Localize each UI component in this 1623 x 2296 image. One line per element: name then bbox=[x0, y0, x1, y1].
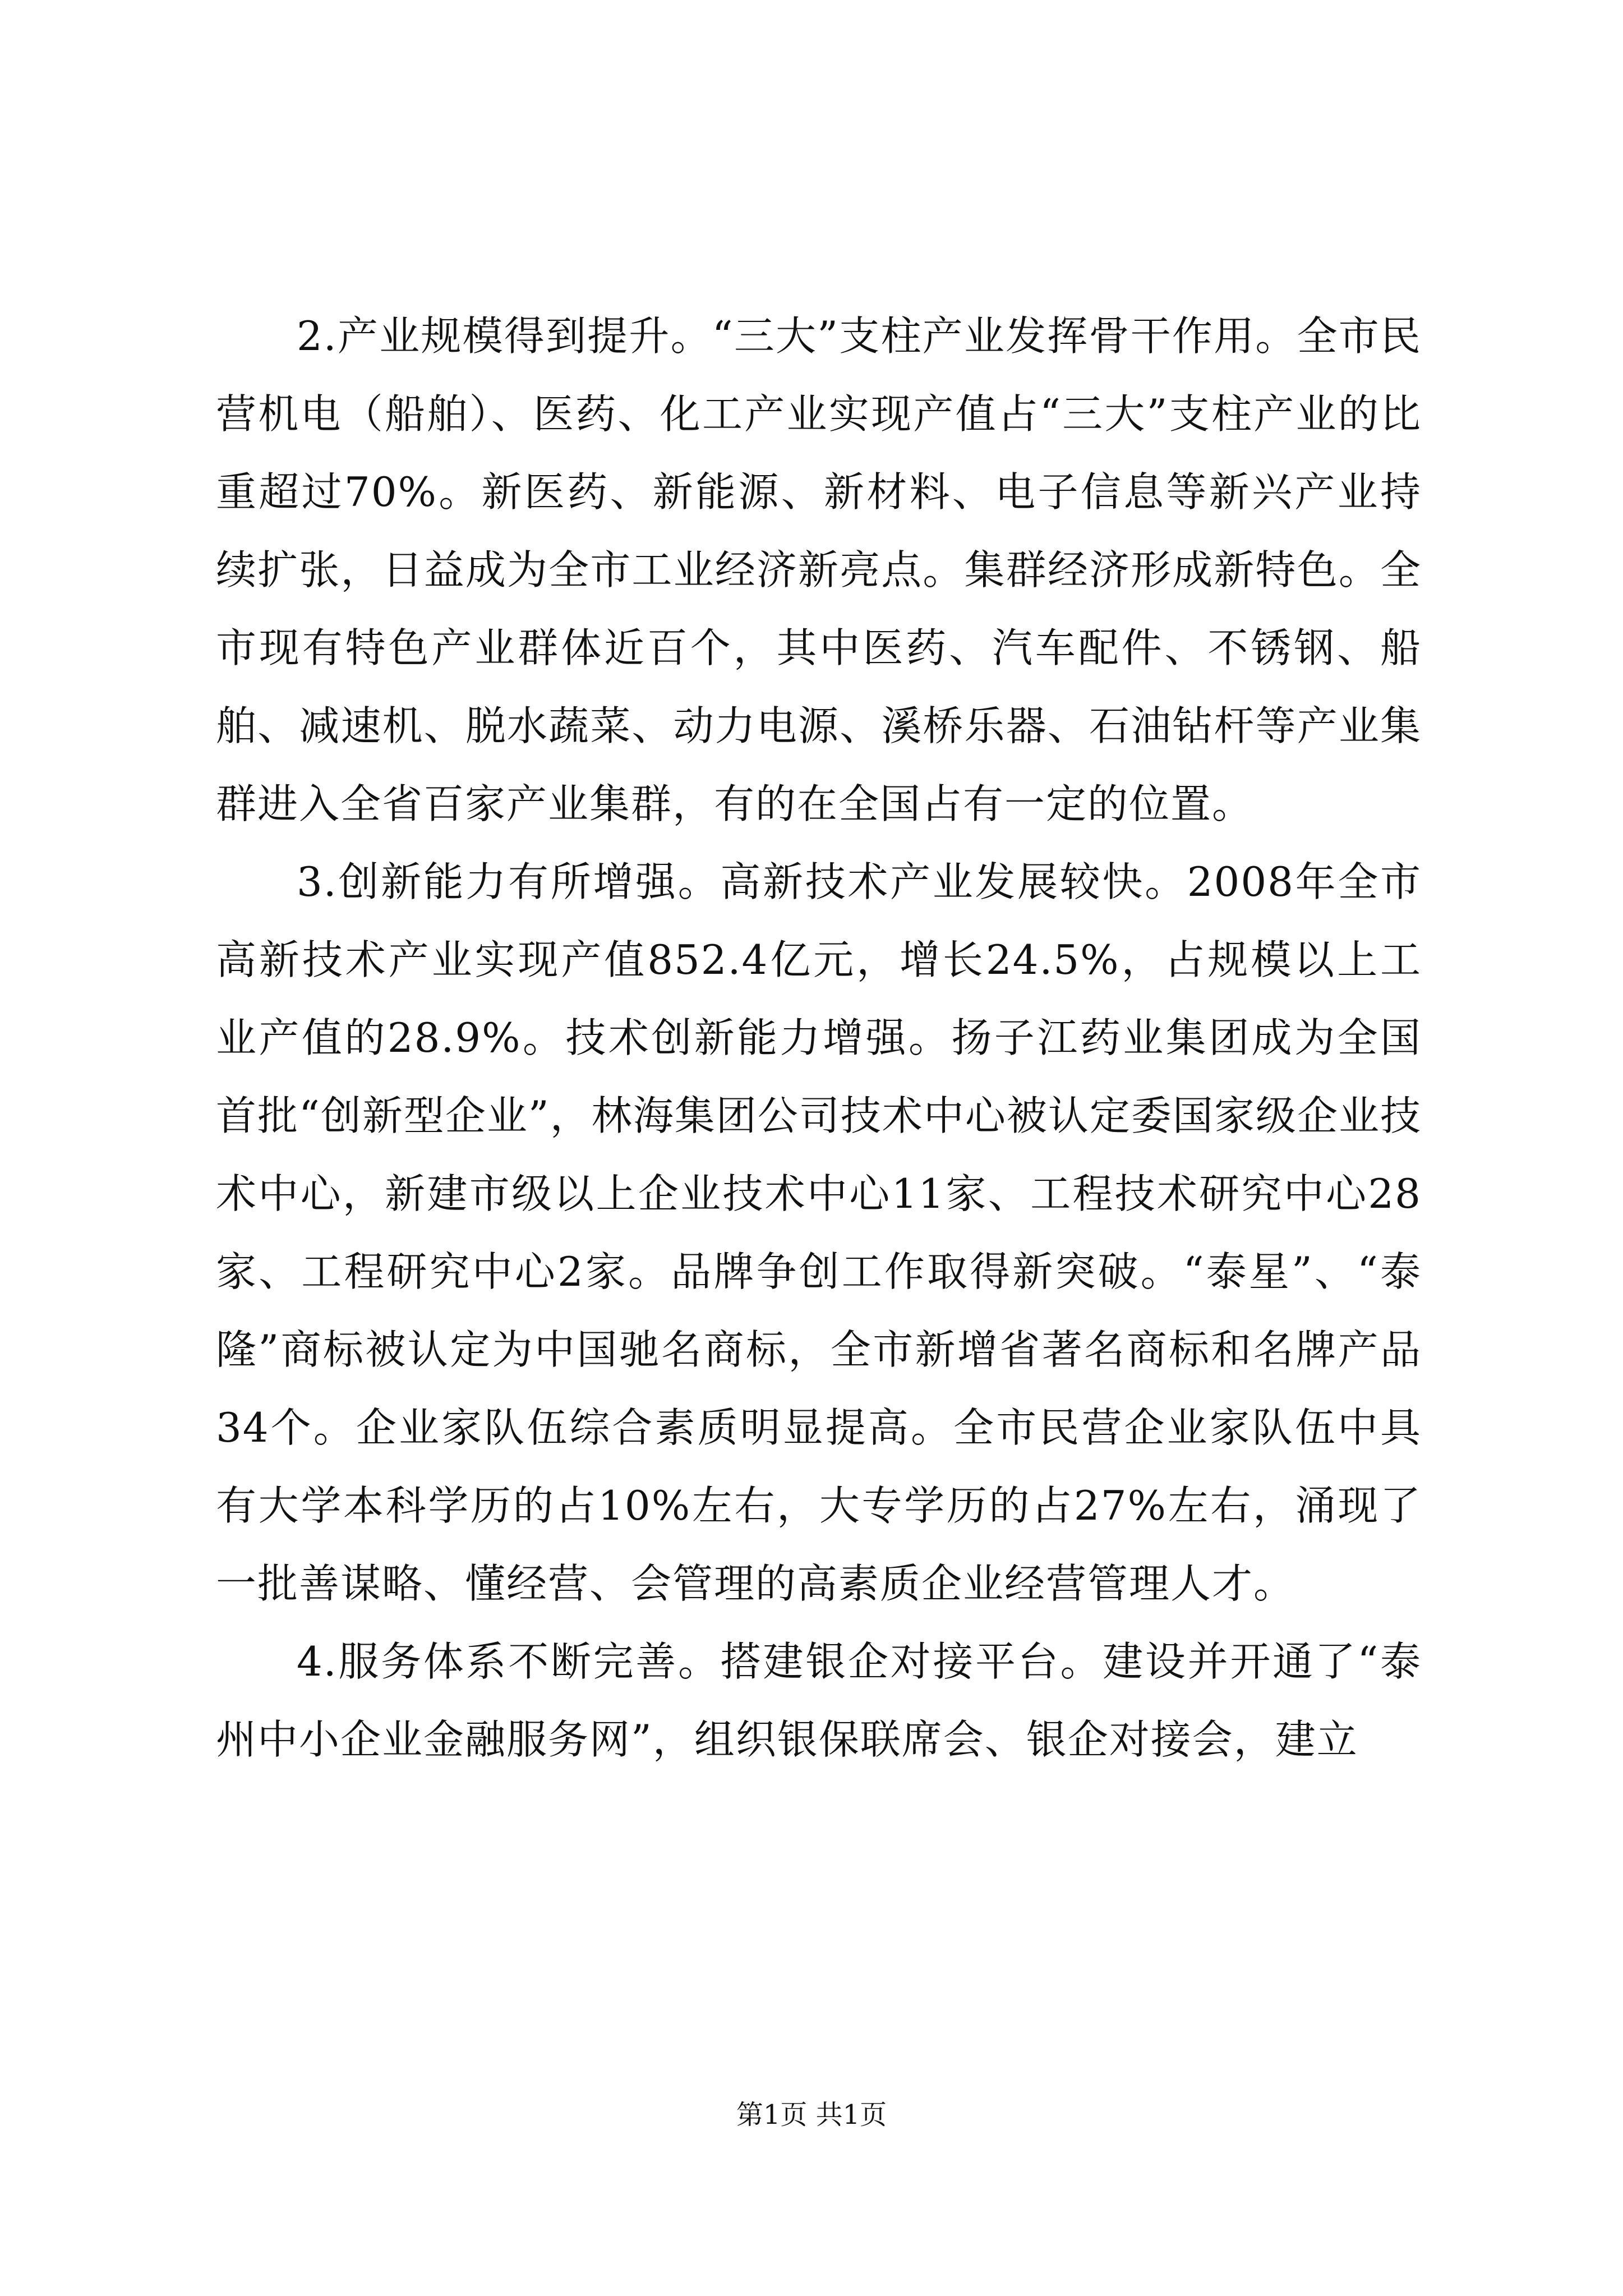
paragraph-service-system: 4.服务体系不断完善。搭建银企对接平台。建设并开通了“泰州中小企业金融服务网”，组织银保联席会、银企对接会，建立 bbox=[216, 1638, 1422, 1763]
paragraph-industry-scale: 2.产业规模得到提升。“三大”支柱产业发挥骨干作用。全市民营机电（船舶）、医药、化工产业实现产值占“三大”支柱产业的比重超过70%。新医药、新能源、新材料、电子信息等新兴产业持续扩张，日益成为全市工业经济新亮点。集群经济形成新特色。全市现有特色产业群体近百个，其中医药、汽车配件、不锈钢、船舶、减速机、脱水蔬菜、动力电源、溪桥乐器、石油钻杆等产业集群进入全省百家产业集群，有的在全国占有一定的位置。 bbox=[216, 312, 1422, 827]
page-number-label: 第1页 共1页 bbox=[736, 2099, 887, 2131]
page-footer bbox=[0, 2098, 1623, 2132]
document-body bbox=[216, 297, 1422, 1779]
paragraph-innovation: 3.创新能力有所增强。高新技术产业发展较快。2008年全市高新技术产业实现产值852.4亿元，增长24.5%，占规模以上工业产值的28.9%。技术创新能力增强。扬子江药业集团成为全国首批“创新型企业”，林海集团公司技术中心被认定委国家级企业技术中心，新建市级以上企业技术中心11家、工程技术研究中心28家、工程研究中心2家。品牌争创工作取得新突破。“泰星”、“泰隆”商标被认定为中国驰名商标，全市新增省著名商标和名牌产品34个。企业家队伍综合素质明显提高。全市民营企业家队伍中具有大学本科学历的占10%左右，大专学历的占27%左右，涌现了一批善谋略、懂经营、会管理的高素质企业经营管理人才。 bbox=[216, 858, 1422, 1607]
